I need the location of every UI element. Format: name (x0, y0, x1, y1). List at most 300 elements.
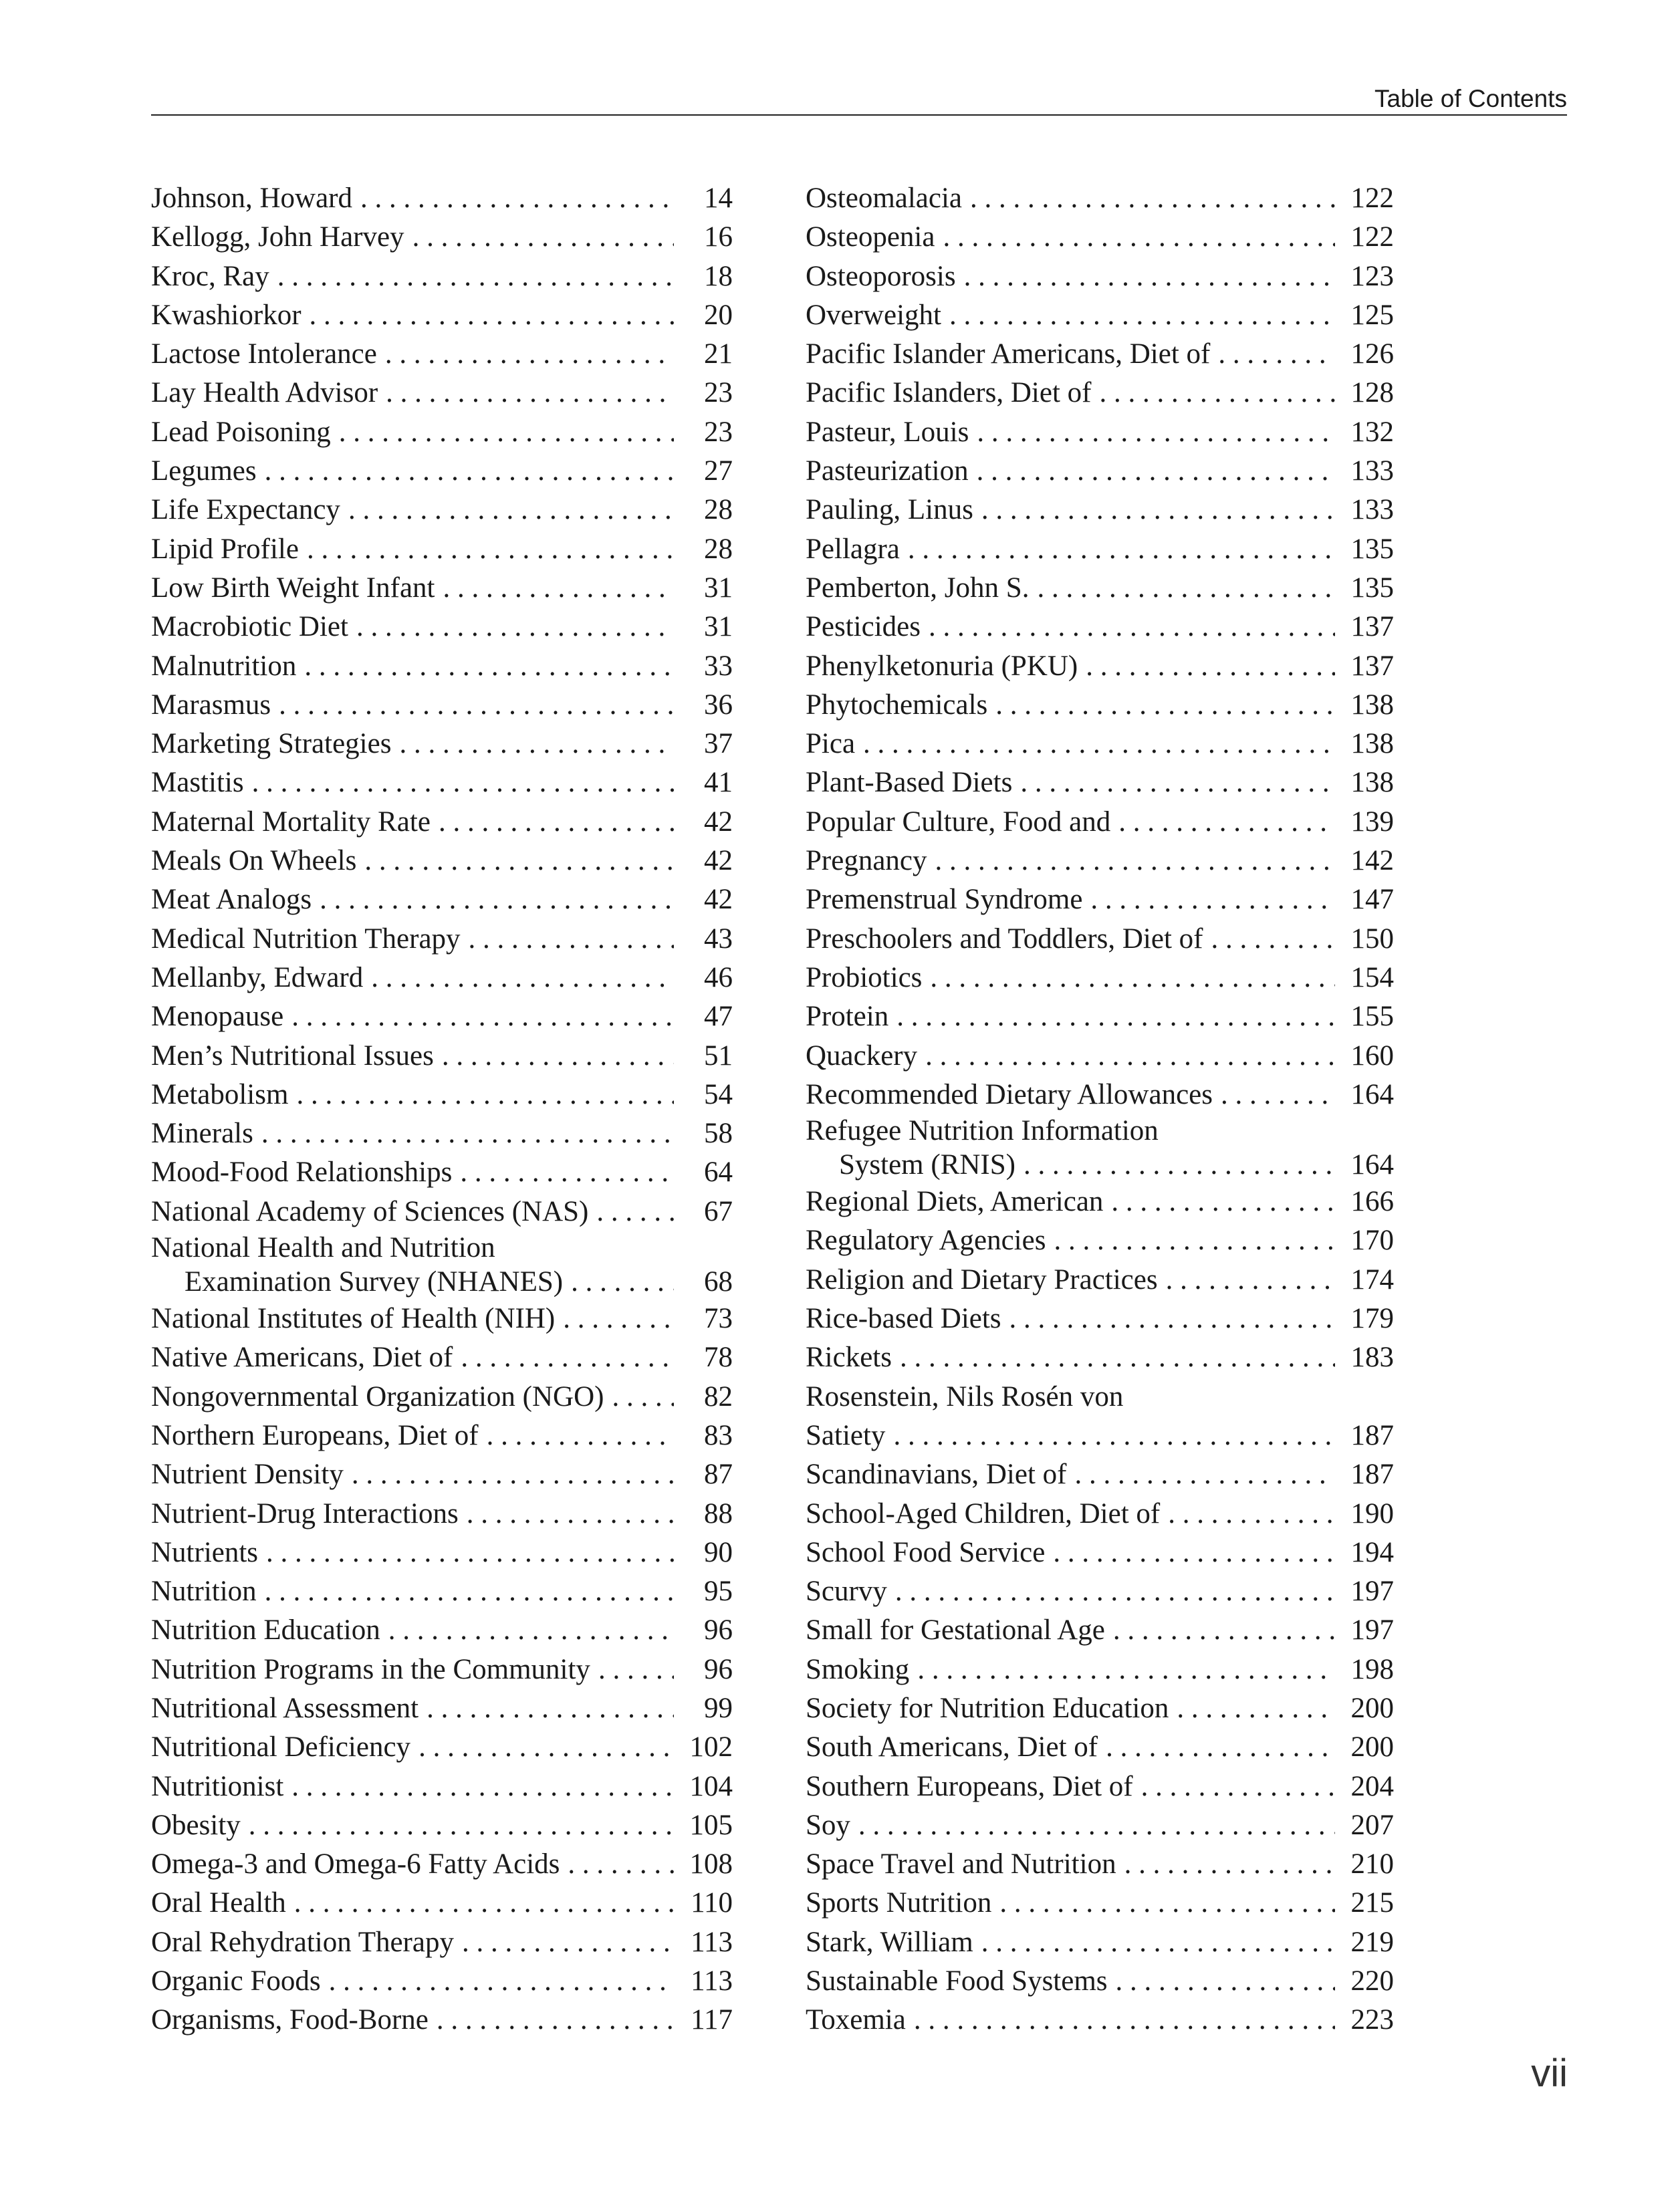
toc-entry-title: Phytochemicals (806, 689, 988, 721)
leader-dots (249, 1806, 674, 1845)
leader-dots (329, 1962, 674, 2001)
toc-entry-page: 223 (1350, 2004, 1394, 2036)
toc-entry (806, 413, 1394, 452)
toc-entry-page: 135 (1350, 533, 1394, 565)
leader-dots (348, 491, 674, 529)
toc-entry (151, 1962, 733, 2001)
toc-entry-title: Osteomalacia (806, 182, 963, 214)
toc-entry-title: Marasmus (151, 689, 271, 721)
toc-entry (806, 335, 1394, 374)
toc-entry-page: 36 (704, 689, 733, 721)
toc-entry-page: 198 (1350, 1653, 1394, 1685)
toc-entry-title: Nutrients (151, 1536, 259, 1568)
running-header: Table of Contents (1374, 85, 1567, 112)
toc-entry-title: Medical Nutrition Therapy (151, 923, 461, 955)
leader-dots (437, 2001, 674, 2040)
toc-entry-title: Religion and Dietary Practices (806, 1263, 1158, 1296)
toc-entry-title: Legumes (151, 455, 257, 487)
leader-dots (900, 1338, 1335, 1377)
toc-entry-title: Northern Europeans, Diet of (151, 1419, 479, 1451)
toc-entry-page: 137 (1350, 650, 1394, 682)
toc-entry-title: Toxemia (806, 2004, 906, 2036)
toc-entry (151, 452, 733, 491)
toc-entry-page: 215 (1350, 1887, 1394, 1919)
toc-entry (151, 997, 733, 1036)
leader-dots (388, 1611, 674, 1650)
toc-entry-title: Marketing Strategies (151, 728, 392, 760)
toc-entry (151, 1534, 733, 1572)
toc-entry (151, 920, 733, 959)
toc-entry (151, 1650, 733, 1689)
toc-entry-page: 16 (704, 221, 733, 253)
toc-entry-page: 27 (704, 455, 733, 487)
toc-entry (806, 763, 1394, 802)
toc-entry-title: Recommended Dietary Allowances (806, 1078, 1213, 1110)
toc-entry (151, 335, 733, 374)
toc-entry-title: Nutrition Programs in the Community (151, 1653, 590, 1685)
toc-entry-title: Meals On Wheels (151, 845, 357, 877)
toc-entry-title: Rickets (806, 1342, 892, 1374)
toc-entry-title: Metabolism (151, 1078, 289, 1110)
toc-entry-title: Osteoporosis (806, 260, 956, 292)
toc-entry-title: Men’s Nutritional Issues (151, 1039, 434, 1072)
toc-entry-title: Nutrient Density (151, 1459, 344, 1491)
leader-dots (261, 1114, 674, 1153)
leader-dots (571, 1265, 674, 1300)
toc-entry-page: 104 (689, 1770, 733, 1802)
toc-entry-title: Probiotics (806, 961, 923, 993)
toc-entry-page: 78 (704, 1342, 733, 1374)
toc-entry (806, 1845, 1394, 1884)
toc-entry-page: 96 (704, 1653, 733, 1685)
toc-entry-title: Sustainable Food Systems (806, 1965, 1108, 1997)
toc-entry-title: Pesticides (806, 611, 921, 643)
toc-entry (151, 1300, 733, 1338)
toc-entry-title: System (RNIS) (839, 1149, 1015, 1181)
toc-entry-page: 160 (1350, 1039, 1394, 1072)
toc-entry-title: National Academy of Sciences (NAS) (151, 1195, 589, 1227)
toc-entry-page: 99 (704, 1692, 733, 1724)
toc-entry-page: 23 (704, 416, 733, 448)
toc-entry-page: 87 (704, 1459, 733, 1491)
toc-entry (151, 1417, 733, 1455)
leader-dots (462, 1923, 674, 1962)
toc-entry-title: Native Americans, Diet of (151, 1342, 453, 1374)
leader-dots (612, 1378, 674, 1417)
toc-entry-title: Rice-based Diets (806, 1303, 1001, 1335)
toc-entry (806, 1148, 1394, 1183)
toc-entry (151, 647, 733, 686)
leader-dots (1037, 569, 1335, 608)
leader-dots (995, 686, 1335, 725)
toc-entry-title: Nutrition (151, 1576, 257, 1608)
leader-dots (598, 1650, 674, 1689)
toc-entry (151, 569, 733, 608)
toc-entry (151, 218, 733, 257)
leader-dots (863, 725, 1335, 763)
leader-dots (999, 1884, 1335, 1923)
toc-entry (806, 1495, 1394, 1534)
toc-entry-page: 174 (1350, 1263, 1394, 1296)
toc-entry-title: Lead Poisoning (151, 416, 331, 448)
toc-entry (806, 1378, 1394, 1417)
toc-entry-title: Lay Health Advisor (151, 377, 378, 409)
toc-entry (806, 1417, 1394, 1455)
leader-dots (929, 608, 1335, 646)
toc-entry-title: Nutrient-Drug Interactions (151, 1497, 459, 1529)
toc-entry (806, 452, 1394, 491)
leader-dots (981, 491, 1335, 529)
toc-entry-title: Kellogg, John Harvey (151, 221, 404, 253)
toc-entry-title: Scurvy (806, 1576, 887, 1608)
toc-entry-title: Phenylketonuria (PKU) (806, 650, 1078, 682)
toc-entry (806, 1689, 1394, 1728)
leader-dots (1009, 1300, 1335, 1338)
toc-entry (806, 1534, 1394, 1572)
toc-entry (151, 1076, 733, 1114)
toc-entry-page: 128 (1350, 377, 1394, 409)
toc-entry (151, 413, 733, 452)
leader-dots (1054, 1221, 1335, 1260)
leader-dots (469, 920, 674, 959)
toc-entry-title: Oral Rehydration Therapy (151, 1926, 454, 1958)
leader-dots (467, 1495, 674, 1534)
toc-entry-page: 220 (1350, 1965, 1394, 1997)
toc-entry-page: 125 (1350, 299, 1394, 331)
toc-entry-page: 20 (704, 299, 733, 331)
leader-dots (352, 1455, 674, 1494)
toc-entry-title: Omega-3 and Omega-6 Fatty Acids (151, 1848, 560, 1880)
toc-entry-title: Examination Survey (NHANES) (185, 1266, 564, 1298)
toc-entry-title: Society for Nutrition Education (806, 1692, 1169, 1724)
toc-entry (806, 218, 1394, 257)
toc-entry-page: 204 (1350, 1770, 1394, 1802)
toc-entry (806, 1806, 1394, 1845)
toc-entry (151, 530, 733, 569)
toc-entry-title: Life Expectancy (151, 494, 340, 526)
toc-entry-page: 132 (1350, 416, 1394, 448)
toc-entry-page: 147 (1350, 884, 1394, 916)
leader-dots (371, 959, 674, 997)
leader-dots (294, 1884, 674, 1923)
toc-entry-page: 138 (1350, 728, 1394, 760)
toc-entry-page: 28 (704, 494, 733, 526)
toc-entry-page: 113 (691, 1965, 733, 1997)
toc-entry (151, 374, 733, 412)
leader-dots (596, 1193, 674, 1231)
toc-entry (806, 1767, 1394, 1806)
leader-dots (1118, 803, 1335, 842)
toc-entry (806, 959, 1394, 997)
toc-entry (151, 1806, 733, 1845)
toc-entry-page: 200 (1350, 1692, 1394, 1724)
toc-entry (806, 647, 1394, 686)
toc-entry-page: 138 (1350, 689, 1394, 721)
toc-entry-page: 95 (704, 1576, 733, 1608)
toc-entry-page: 33 (704, 650, 733, 682)
toc-entry-page: 190 (1350, 1497, 1394, 1529)
toc-entry (806, 1114, 1394, 1148)
toc-entry-page: 51 (704, 1039, 733, 1072)
toc-entry (151, 1923, 733, 1962)
toc-entry-title: Kwashiorkor (151, 299, 302, 331)
leader-dots (339, 413, 674, 452)
toc-entry-page: 37 (704, 728, 733, 760)
toc-entry-title: Nutrition Education (151, 1614, 380, 1646)
leader-dots (279, 686, 674, 725)
toc-entry-title: Nutritionist (151, 1770, 284, 1802)
toc-entry (806, 1261, 1394, 1300)
leader-dots (1024, 1148, 1335, 1183)
toc-entry-title: Mood-Food Relationships (151, 1156, 453, 1189)
toc-entry-page: 28 (704, 533, 733, 565)
leader-dots (320, 880, 674, 919)
toc-entry-page: 43 (704, 923, 733, 955)
toc-entry (151, 1231, 733, 1265)
toc-entry-title: Menopause (151, 1001, 284, 1033)
toc-entry-title: Smoking (806, 1653, 910, 1685)
toc-entry (806, 1728, 1394, 1767)
leader-dots (439, 803, 674, 842)
leader-dots (1090, 880, 1335, 919)
toc-entry-title: Obesity (151, 1809, 241, 1841)
toc-entry-page: 68 (704, 1266, 733, 1298)
leader-dots (908, 530, 1335, 569)
toc-entry-page: 82 (704, 1380, 733, 1413)
toc-entry (151, 179, 733, 218)
leader-dots (964, 257, 1335, 296)
leader-dots (896, 997, 1335, 1036)
toc-entry (806, 608, 1394, 646)
toc-entry-page: 108 (689, 1848, 733, 1880)
toc-entry-title: Pasteur, Louis (806, 416, 969, 448)
toc-entry-page: 142 (1350, 845, 1394, 877)
toc-entry-page: 31 (704, 572, 733, 604)
toc-entry (151, 1767, 733, 1806)
leader-dots (981, 1923, 1335, 1962)
toc-entry (151, 842, 733, 880)
toc-entry (151, 491, 733, 529)
leader-dots (943, 218, 1335, 257)
toc-entry-page: 42 (704, 806, 733, 838)
leader-dots (460, 1153, 674, 1192)
toc-entry-title: Mastitis (151, 767, 244, 799)
toc-entry-title: Rosenstein, Nils Rosén von (806, 1380, 1124, 1413)
page-number: vii (1531, 2052, 1568, 2095)
toc-entry (806, 1037, 1394, 1076)
leader-dots (1221, 1076, 1335, 1114)
toc-entry (151, 1153, 733, 1192)
toc-entry-page: 150 (1350, 923, 1394, 955)
leader-dots (1020, 763, 1335, 802)
toc-entry (806, 1455, 1394, 1494)
toc-entry-title: Pemberton, John S. (806, 572, 1030, 604)
toc-entry (151, 1845, 733, 1884)
toc-entry-title: Maternal Mortality Rate (151, 806, 431, 838)
toc-entry-title: Oral Health (151, 1887, 286, 1919)
leader-dots (265, 452, 674, 491)
toc-entry-title: Lipid Profile (151, 533, 299, 565)
toc-entry (151, 1193, 733, 1231)
toc-entry-title: Johnson, Howard (151, 182, 352, 214)
leader-dots (917, 1650, 1335, 1689)
leader-dots (307, 530, 674, 569)
toc-entry-page: 123 (1350, 260, 1394, 292)
toc-entry-title: Minerals (151, 1118, 253, 1150)
toc-entry-page: 42 (704, 845, 733, 877)
leader-dots (296, 1076, 674, 1114)
toc-entry-page: 187 (1350, 1419, 1394, 1451)
toc-entry-title: Small for Gestational Age (806, 1614, 1105, 1646)
toc-entry (806, 491, 1394, 529)
toc-entry-page: 155 (1350, 1001, 1394, 1033)
toc-entry (806, 530, 1394, 569)
toc-entry-title: South Americans, Diet of (806, 1731, 1098, 1763)
toc-entry (806, 179, 1394, 218)
toc-entry-title: Pacific Islander Americans, Diet of (806, 338, 1211, 370)
toc-entry-title: Southern Europeans, Diet of (806, 1770, 1133, 1802)
toc-entry-page: 122 (1350, 182, 1394, 214)
leader-dots (1141, 1767, 1335, 1806)
toc-entry-page: 133 (1350, 455, 1394, 487)
toc-entry-title: Scandinavians, Diet of (806, 1459, 1067, 1491)
toc-entry-title: Overweight (806, 299, 941, 331)
leader-dots (487, 1417, 674, 1455)
leader-dots (970, 179, 1335, 218)
toc-entry-title: Low Birth Weight Infant (151, 572, 435, 604)
leader-dots (1124, 1845, 1335, 1884)
toc-entry-title: Osteopenia (806, 221, 935, 253)
leader-dots (1211, 920, 1335, 959)
leader-dots (1218, 335, 1335, 374)
toc-entry-page: 47 (704, 1001, 733, 1033)
leader-dots (443, 569, 674, 608)
leader-dots (304, 647, 674, 686)
toc-entry-page: 135 (1350, 572, 1394, 604)
toc-entry (806, 725, 1394, 763)
leader-dots (291, 997, 674, 1036)
toc-entry (806, 1338, 1394, 1377)
toc-entry (151, 1611, 733, 1650)
leader-dots (977, 413, 1335, 452)
leader-dots (1106, 1728, 1335, 1767)
toc-entry-title: Popular Culture, Food and (806, 806, 1111, 838)
toc-entry-title: Mellanby, Edward (151, 961, 364, 993)
toc-column-left (151, 179, 733, 2040)
toc-entry (806, 2001, 1394, 2040)
leader-dots (914, 2001, 1335, 2040)
toc-entry-title: Protein (806, 1001, 889, 1033)
leader-dots (949, 296, 1335, 335)
toc-entry-title: Kroc, Ray (151, 260, 269, 292)
toc-entry-title: Pellagra (806, 533, 900, 565)
leader-dots (935, 842, 1336, 880)
toc-entry-page: 42 (704, 884, 733, 916)
toc-entry-page: 73 (704, 1303, 733, 1335)
toc-entry (806, 1884, 1394, 1923)
leader-dots (895, 1572, 1335, 1611)
leader-dots (1111, 1183, 1335, 1221)
toc-entry-page: 139 (1350, 806, 1394, 838)
toc-entry-page: 179 (1350, 1303, 1394, 1335)
toc-entry-page: 21 (704, 338, 733, 370)
toc-entry-page: 210 (1350, 1848, 1394, 1880)
leader-dots (399, 725, 674, 763)
leader-dots (252, 763, 674, 802)
toc-entry (151, 1572, 733, 1611)
toc-entry-title: Malnutrition (151, 650, 297, 682)
toc-entry-page: 41 (704, 767, 733, 799)
toc-entry-page: 197 (1350, 1576, 1394, 1608)
toc-entry-title: Preschoolers and Toddlers, Diet of (806, 923, 1203, 955)
toc-entry (151, 1495, 733, 1534)
toc-entry-title: Pregnancy (806, 845, 927, 877)
toc-entry-title: School Food Service (806, 1536, 1046, 1568)
toc-entry-title: Nongovernmental Organization (NGO) (151, 1380, 604, 1413)
leader-dots (1086, 647, 1335, 686)
toc-entry-page: 170 (1350, 1225, 1394, 1257)
toc-entry (806, 296, 1394, 335)
toc-entry-title: Meat Analogs (151, 884, 312, 916)
leader-dots (1113, 1611, 1335, 1650)
toc-entry-page: 219 (1350, 1926, 1394, 1958)
toc-entry-page: 88 (704, 1497, 733, 1529)
toc-entry-title: Regional Diets, American (806, 1186, 1104, 1218)
toc-entry (806, 1611, 1394, 1650)
toc-entry-title: Premenstrual Syndrome (806, 884, 1083, 916)
toc-entry (806, 1962, 1394, 2001)
toc-entry-title: Sports Nutrition (806, 1887, 992, 1919)
toc-entry (151, 686, 733, 725)
toc-entry (806, 1650, 1394, 1689)
toc-entry-page: 200 (1350, 1731, 1394, 1763)
toc-entry (806, 1572, 1394, 1611)
leader-dots (858, 1806, 1335, 1845)
toc-entry-page: 14 (704, 182, 733, 214)
toc-entry-page: 133 (1350, 494, 1394, 526)
leader-dots (461, 1338, 674, 1377)
toc-entry-page: 54 (704, 1078, 733, 1110)
toc-entry-page: 83 (704, 1419, 733, 1451)
leader-dots (291, 1767, 674, 1806)
toc-entry (151, 1455, 733, 1494)
leader-dots (1177, 1689, 1335, 1728)
toc-entry-page: 187 (1350, 1459, 1394, 1491)
toc-entry (151, 1884, 733, 1923)
toc-entry-page: 64 (704, 1156, 733, 1189)
toc-entry-title: National Health and Nutrition (151, 1232, 495, 1264)
toc-entry-page: 166 (1350, 1186, 1394, 1218)
toc-entry (151, 296, 733, 335)
leader-dots (568, 1845, 674, 1884)
toc-entry-title: Lactose Intolerance (151, 338, 377, 370)
toc-entry (806, 880, 1394, 919)
toc-entry-page: 164 (1350, 1149, 1394, 1181)
toc-entry-title: Pacific Islanders, Diet of (806, 377, 1092, 409)
toc-entry (806, 374, 1394, 412)
leader-dots (930, 959, 1335, 997)
leader-dots (893, 1417, 1335, 1455)
toc-entry-page: 58 (704, 1118, 733, 1150)
toc-entry-page: 46 (704, 961, 733, 993)
toc-entry (151, 1265, 733, 1300)
toc-entry (151, 763, 733, 802)
leader-dots (356, 608, 674, 646)
leader-dots (1168, 1495, 1335, 1534)
toc-entry-page: 122 (1350, 221, 1394, 253)
toc-entry-page: 18 (704, 260, 733, 292)
toc-entry (151, 803, 733, 842)
